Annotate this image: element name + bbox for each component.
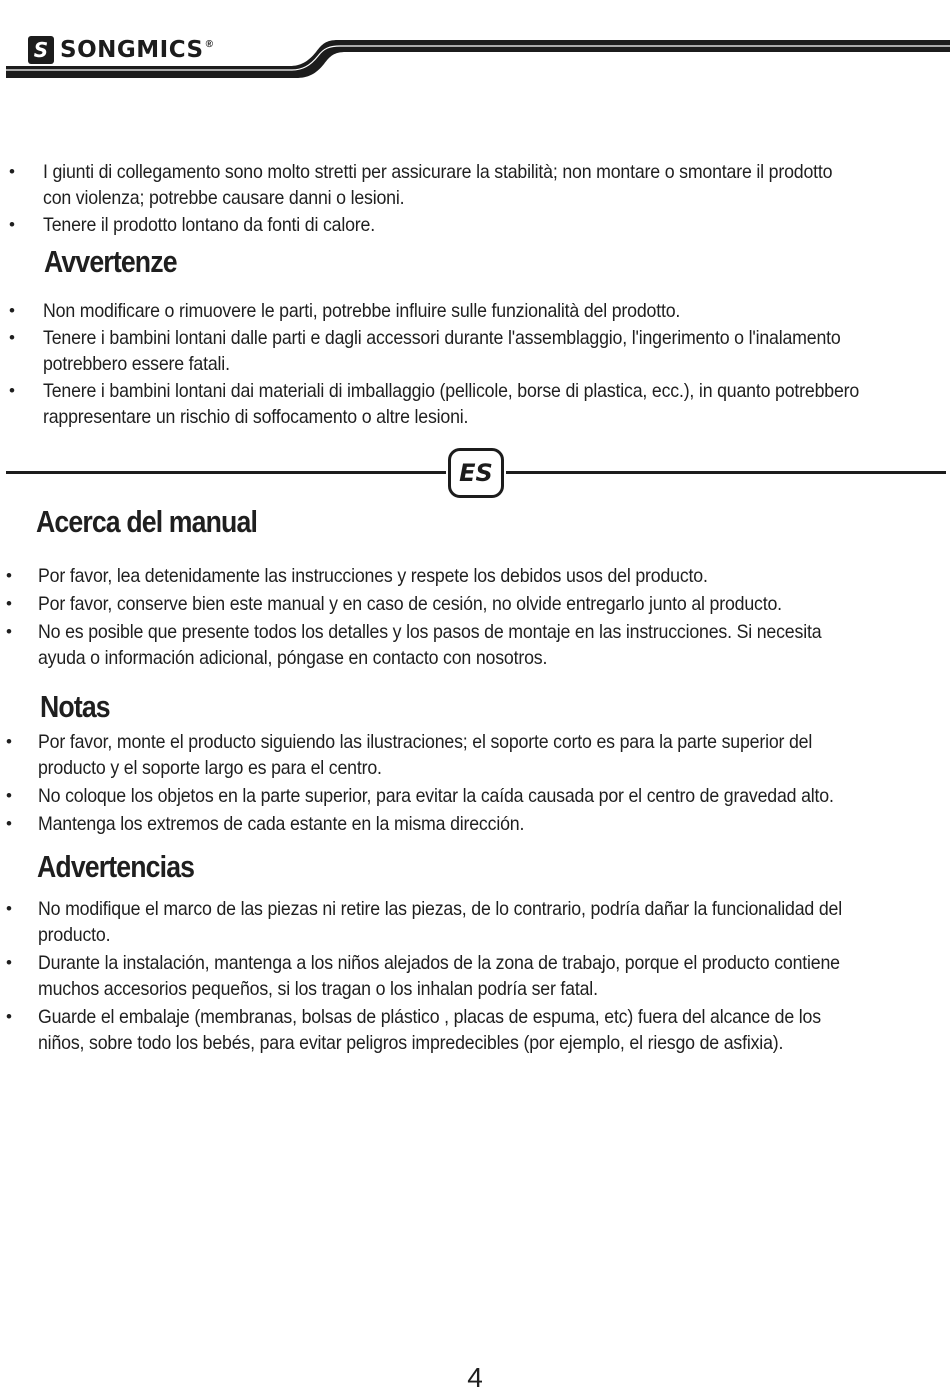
list-item: • Mantenga los extremos de cada estante en la misma dirección. bbox=[0, 811, 943, 837]
list-item: • Guarde el embalaje (membranas, bolsas de plástico , placas de espuma, etc) fuera del alcance de los niños, sobre todo los bebés, para evitar peligros impredecibles (por ejemplo, el riesgo de asfixia). bbox=[0, 1004, 943, 1056]
list-item: • No es posible que presente todos los detalles y los pasos de montaje en las instrucciones. Si necesita ayuda o información adicional, póngase en contacto con nosotros. bbox=[0, 619, 943, 671]
es-warnings-title: Advertencias bbox=[37, 849, 195, 884]
es-about-section bbox=[0, 563, 950, 673]
list-item: • Non modificare o rimuovere le parti, potrebbe influire sulle funzionalità del prodotto. bbox=[0, 298, 943, 324]
list-item: • Durante la instalación, mantenga a los niños alejados de la zona de trabajo, porque el producto contiene muchos accesorios pequeños, si los tragan o los inhalan podría ser fatal. bbox=[0, 950, 943, 1002]
it-intro-section bbox=[0, 159, 950, 239]
it-intro-list bbox=[0, 159, 950, 238]
es-about-list bbox=[0, 563, 950, 671]
registered-mark: ® bbox=[205, 38, 213, 50]
language-badge: ES bbox=[448, 448, 504, 498]
list-item: • Por favor, lea detenidamente las instrucciones y respete los debidos usos del producto. bbox=[0, 563, 943, 589]
it-warnings-section bbox=[0, 298, 950, 431]
it-warnings-title: Avvertenze bbox=[44, 244, 177, 279]
es-notes-heading-wrap bbox=[40, 689, 640, 725]
page-number: 4 bbox=[467, 1362, 483, 1393]
divider-line-right bbox=[506, 471, 946, 474]
brand-logo-icon: S bbox=[28, 36, 54, 64]
list-item: • Por favor, conserve bien este manual y en caso de cesión, no olvide entregarlo junto al producto. bbox=[0, 591, 943, 617]
es-about-heading-wrap bbox=[36, 504, 636, 540]
divider-line-left bbox=[6, 471, 446, 474]
list-item: • I giunti di collegamento sono molto stretti per assicurare la stabilità; non montare o smontare il prodotto con violenza; potrebbe causare danni o lesioni. bbox=[0, 159, 943, 211]
brand-name: SONGMICS bbox=[60, 37, 204, 63]
es-about-title: Acerca del manual bbox=[36, 504, 257, 539]
brand-logo bbox=[28, 34, 213, 66]
es-warnings-section bbox=[0, 896, 950, 1058]
es-notes-title: Notas bbox=[40, 689, 110, 724]
es-notes-list bbox=[0, 729, 950, 837]
list-item: • Por favor, monte el producto siguiendo las ilustraciones; el soporte corto es para la parte superior del producto y el soporte largo es para el centro. bbox=[0, 729, 943, 781]
es-warnings-list bbox=[0, 896, 950, 1056]
es-notes-section bbox=[0, 729, 950, 839]
it-warnings-heading-wrap bbox=[44, 244, 644, 280]
list-item: • No modifique el marco de las piezas ni retire las piezas, de lo contrario, podría dañar la funcionalidad del producto. bbox=[0, 896, 943, 948]
list-item: • Tenere i bambini lontani dai materiali di imballaggio (pellicole, borse di plastica, ecc.), in quanto potrebbero rappresentare un rischio di soffocamento o altre lesioni. bbox=[0, 378, 943, 430]
language-divider bbox=[6, 446, 946, 500]
list-item: • Tenere il prodotto lontano da fonti di calore. bbox=[0, 212, 943, 238]
list-item: • Tenere i bambini lontani dalle parti e dagli accessori durante l'assemblaggio, l'ingerimento o l'inalamento potrebbero essere fatali. bbox=[0, 325, 943, 377]
it-warnings-list bbox=[0, 298, 950, 430]
list-item: • No coloque los objetos en la parte superior, para evitar la caída causada por el centro de gravedad alto. bbox=[0, 783, 943, 809]
es-warnings-heading-wrap bbox=[37, 849, 637, 885]
